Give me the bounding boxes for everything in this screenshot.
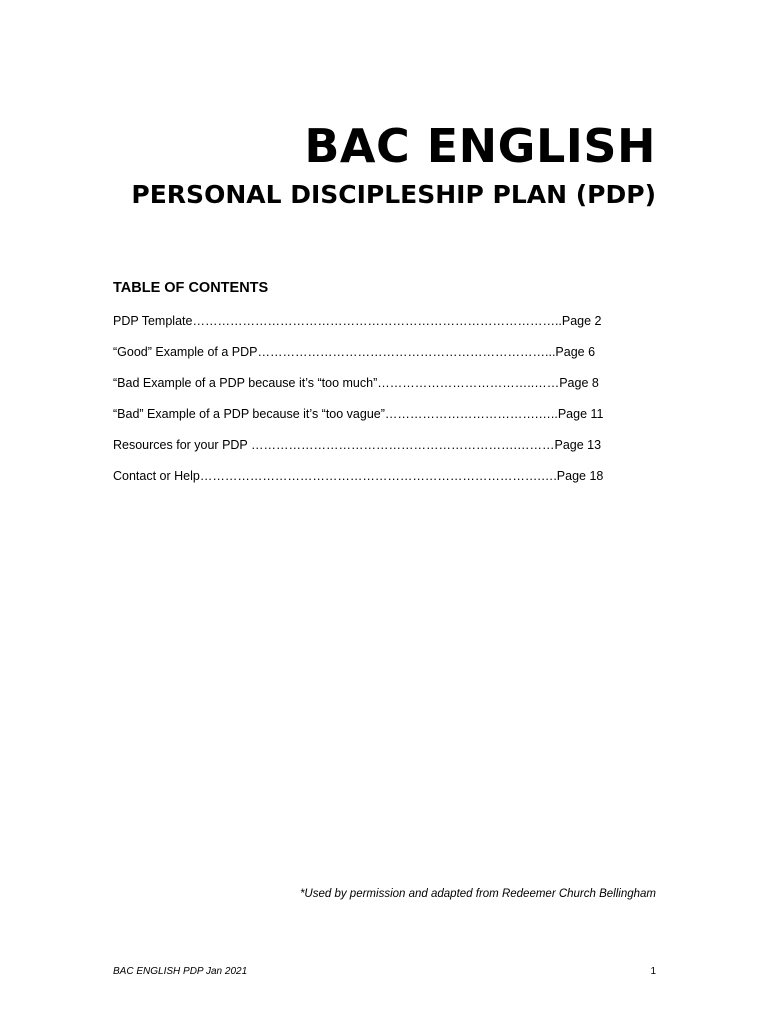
toc-item-good-example: “Good” Example of a PDP……………………………………………………………...Page 6 (113, 345, 596, 359)
toc-item-bad-example-too-much: “Bad Example of a PDP because it’s “too much”………………………………..……Page 8 (113, 376, 599, 390)
toc-item-contact: Contact or Help……………………………………………………………………….….Page 18 (113, 469, 604, 483)
permission-footnote: *Used by permission and adapted from Redeemer Church Bellingham (299, 888, 656, 900)
toc-item-pdp-template: PDP Template……………………………………………………………………………..Page 2 (113, 314, 602, 328)
table-of-contents (113, 312, 653, 498)
toc-item-resources: Resources for your PDP ……………………………………………………….………Page 13 (113, 438, 602, 452)
document-subtitle (131, 178, 656, 212)
toc-item-bad-example-too-vague: “Bad” Example of a PDP because it’s “too vague”……………………………….…..Page 11 (113, 407, 604, 421)
document-title: BAC ENGLISH (304, 119, 656, 173)
subtitle-abbrev: (PDP) (567, 180, 656, 209)
subtitle-main: PERSONAL DISCIPLESHIP PLAN (131, 180, 568, 209)
page-footer-label: BAC ENGLISH PDP Jan 2021 (113, 966, 248, 977)
toc-heading: TABLE OF CONTENTS (113, 280, 269, 296)
page-number: 1 (650, 966, 656, 977)
